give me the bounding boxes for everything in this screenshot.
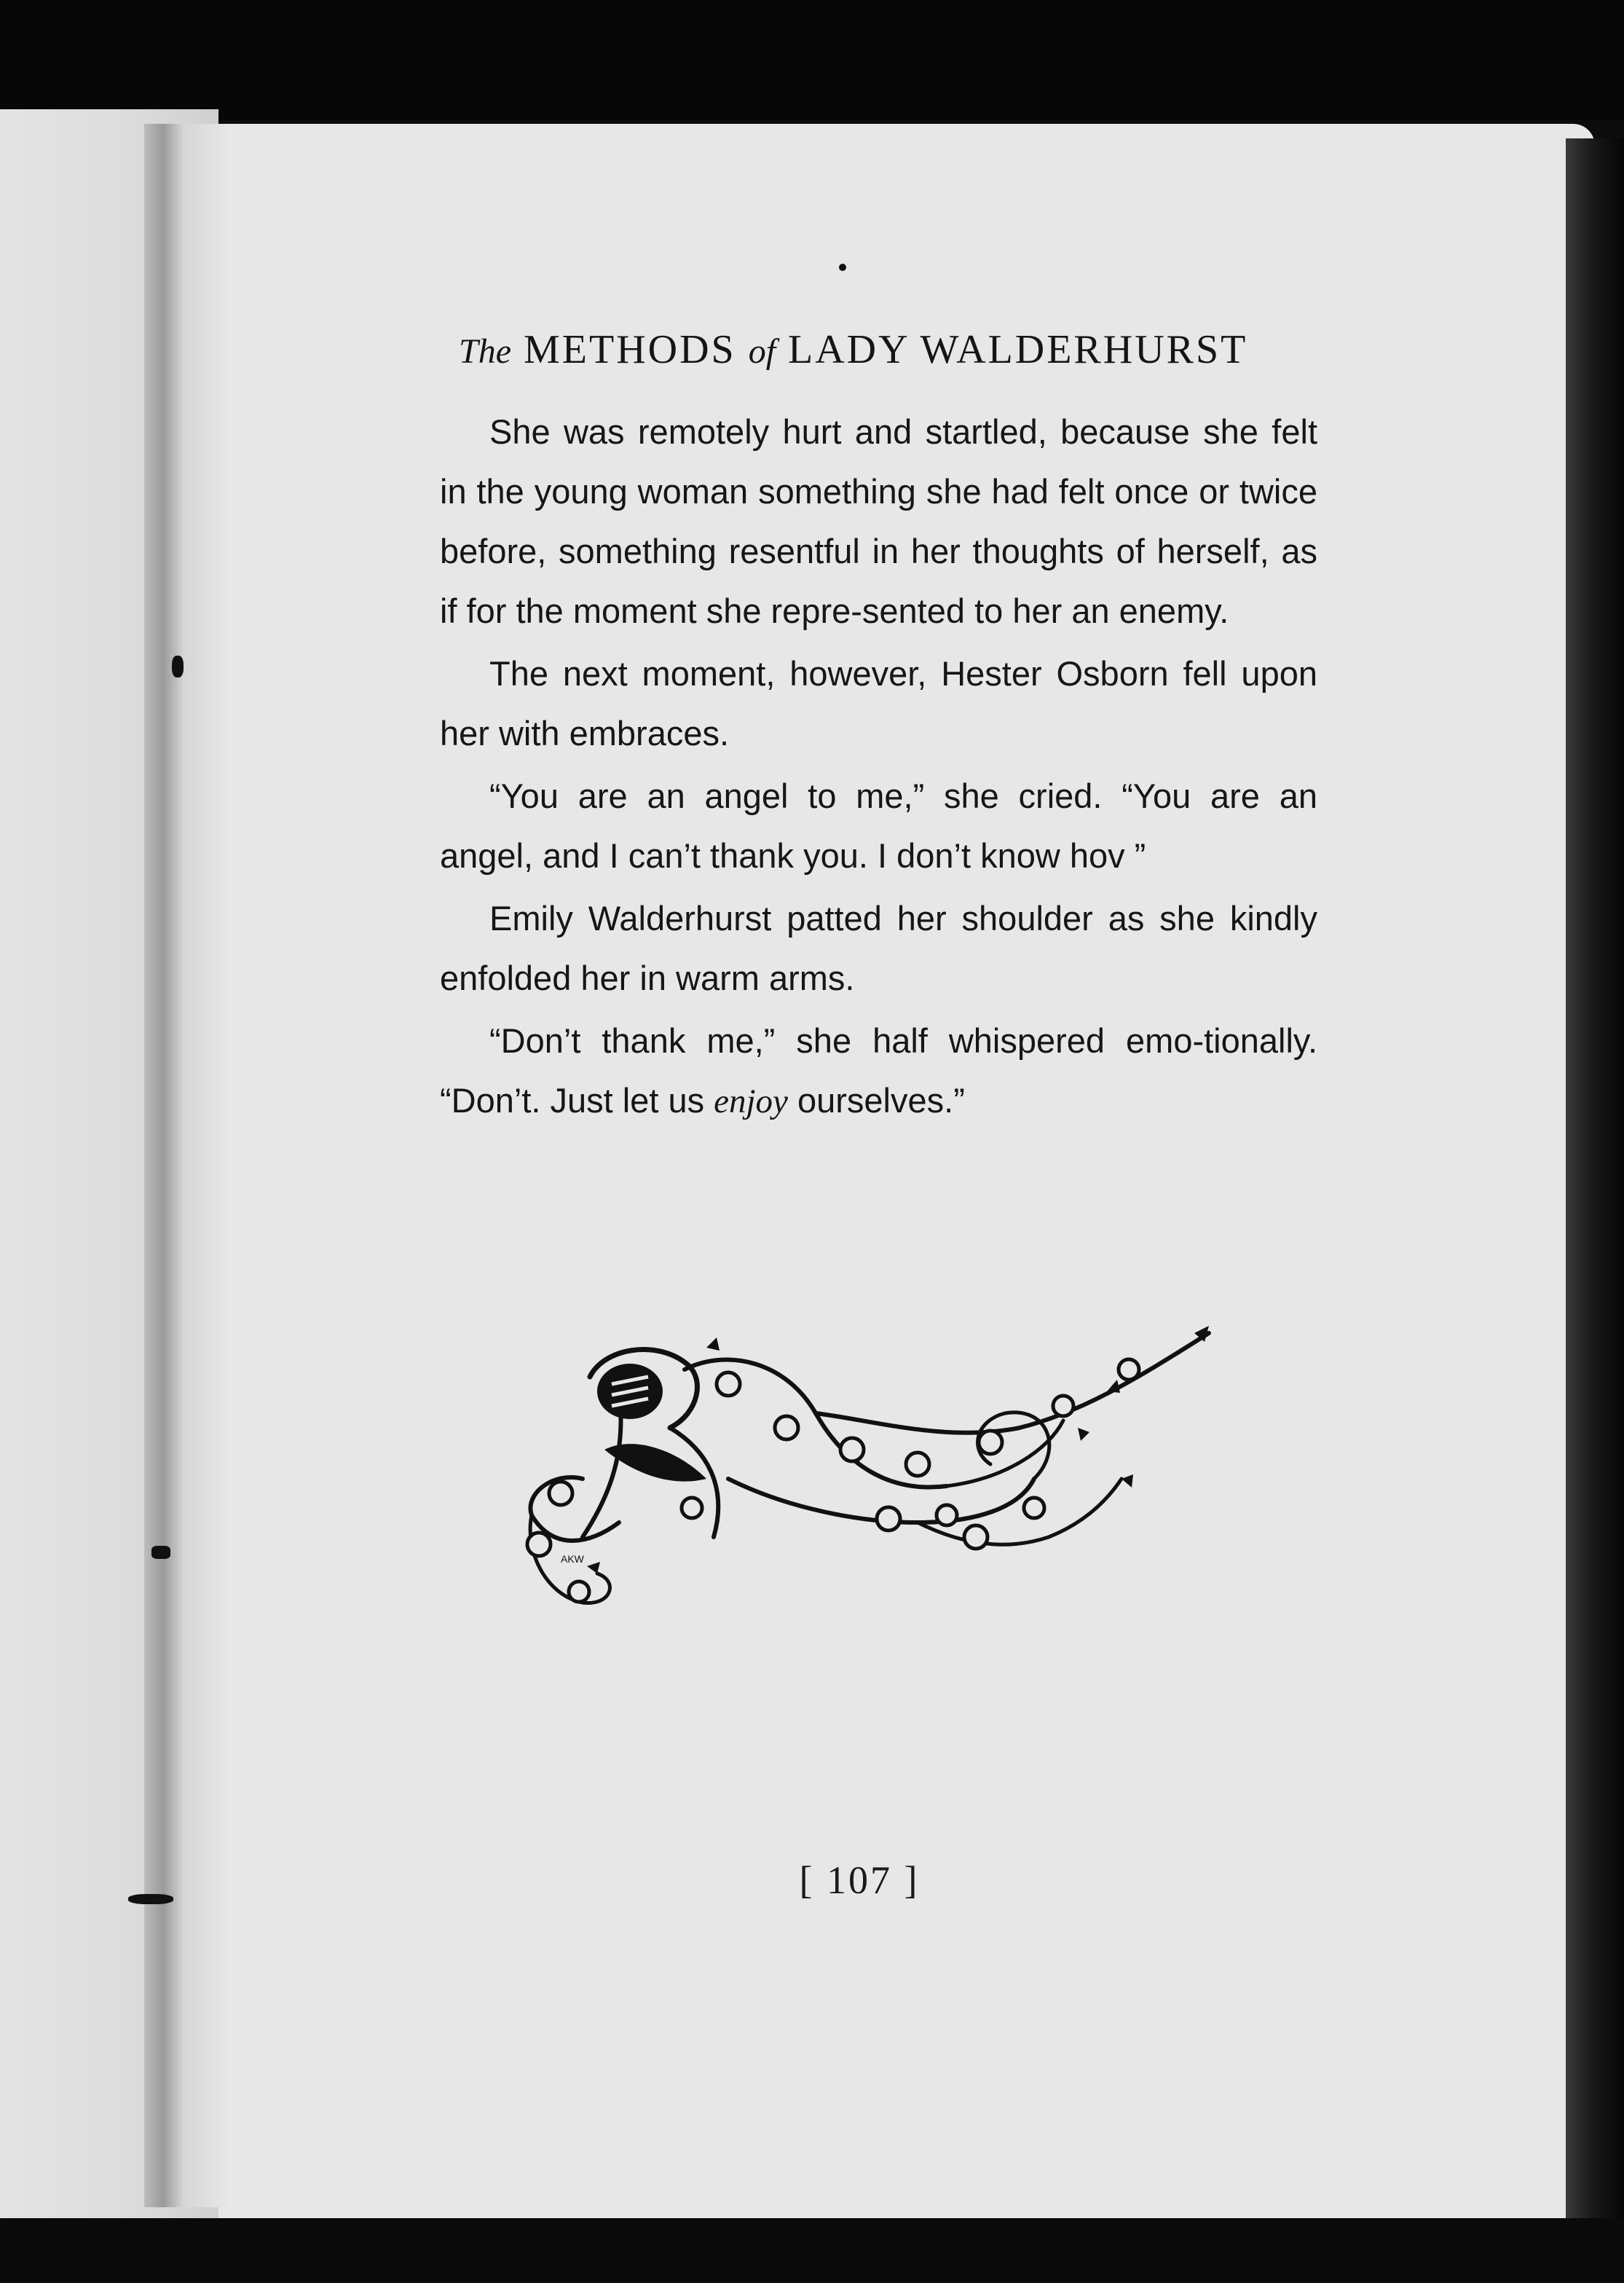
running-head-connector: of — [748, 332, 776, 371]
paragraph-text-end: ourselves.” — [787, 1081, 965, 1120]
ornament-monogram: AKW — [561, 1553, 584, 1565]
scan-top-border — [0, 0, 1624, 120]
paragraph — [440, 766, 1317, 886]
paragraph — [440, 1011, 1317, 1131]
paragraph-text: Emily Walderhurst patted her shoulder as she kindly enfolded her in warm arms. — [440, 899, 1317, 997]
paragraph-text: “You are an angel to me,” she cried. “You are an angel, and I can’t thank you. I don’t know hov ” — [440, 777, 1317, 875]
running-head-article: The — [459, 332, 511, 371]
running-head-name: LADY WALDERHURST — [788, 327, 1248, 372]
running-head — [459, 326, 1318, 373]
page-number: [ 107 ] — [799, 1858, 920, 1902]
paragraph — [440, 644, 1317, 763]
scan-speck — [151, 1546, 170, 1559]
page-stack-edge — [1566, 138, 1624, 2283]
scan-speck — [172, 656, 184, 677]
paragraph — [440, 889, 1317, 1008]
running-head-methods: METHODS — [524, 327, 736, 372]
paragraph-text: She was remotely hurt and startled, because she felt in the young woman something she had felt once or twice before, something resentful in her thoughts of herself, as if for the moment she repre-sented to her an enemy. — [440, 412, 1317, 630]
paragraph — [440, 402, 1317, 641]
paragraph-text: “Don’t thank me,” she half whispered emo-tionally. “Don’t. Just let us — [440, 1021, 1317, 1120]
floral-vine-ornament-icon — [510, 1304, 1223, 1624]
body-text — [440, 402, 1317, 1131]
scan-bottom-border — [0, 2218, 1624, 2283]
scan-speck — [128, 1894, 173, 1904]
emphasized-word: enjoy — [714, 1082, 788, 1120]
paragraph-text: The next moment, however, Hester Osborn fell upon her with embraces. — [440, 654, 1317, 753]
scan-speck — [839, 264, 846, 271]
